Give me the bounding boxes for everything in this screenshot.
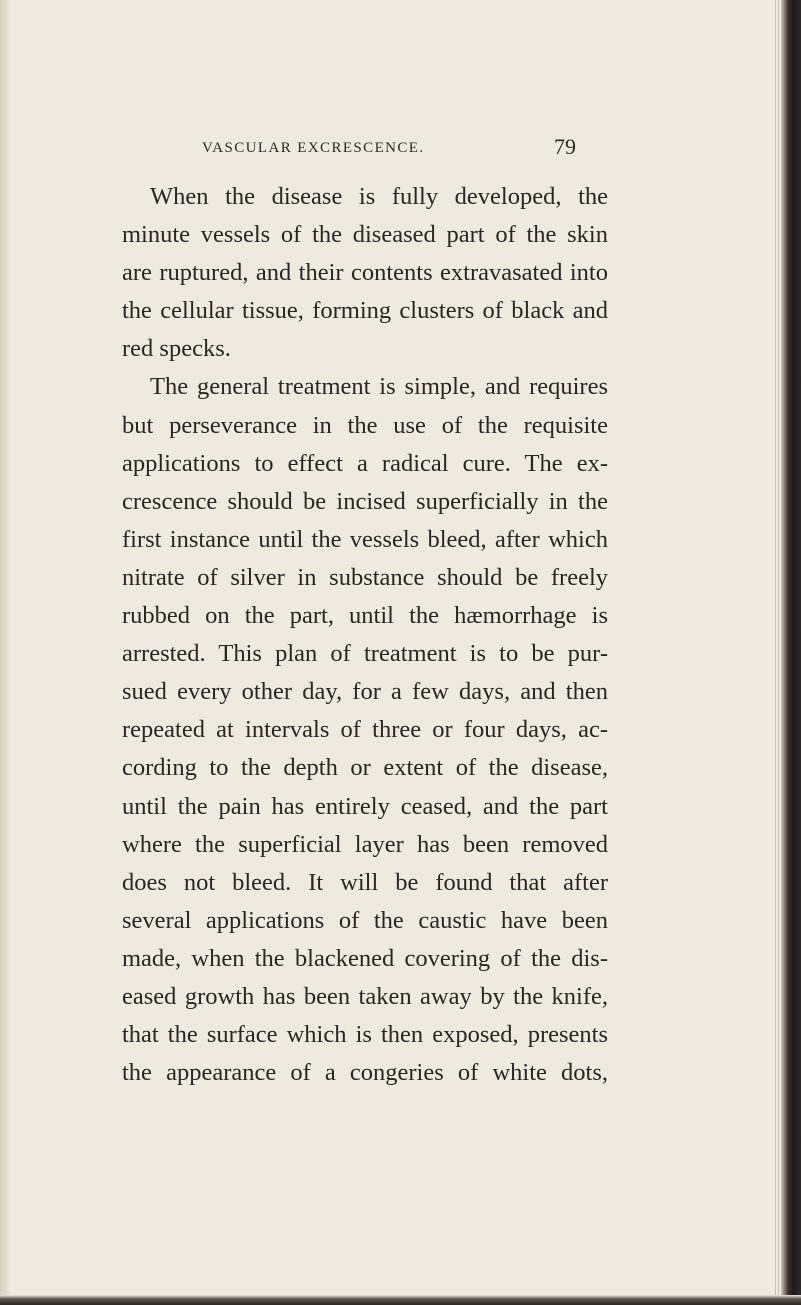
text-line: applications to effect a radical cure. The ex-: [122, 449, 608, 477]
text-line: are ruptured, and their contents extravasated into: [122, 259, 608, 287]
book-edge: [781, 0, 801, 1305]
text-line: crescence should be incised superficially in the: [122, 487, 608, 515]
body-text: [122, 178, 608, 1092]
page-gutter: [0, 0, 10, 1305]
text-line: cording to the depth or extent of the disease,: [122, 754, 608, 782]
text-line: several applications of the caustic have been: [122, 906, 608, 934]
text-line: rubbed on the part, until the hæmorrhage is: [122, 602, 608, 630]
text-line: arrested. This plan of treatment is to be pur-: [122, 640, 608, 668]
text-line: where the superficial layer has been removed: [122, 830, 608, 858]
text-line: the cellular tissue, forming clusters of black and: [122, 297, 608, 325]
text-line: does not bleed. It will be found that after: [122, 868, 608, 896]
text-line: first instance until the vessels bleed, after which: [122, 525, 608, 553]
text-line: eased growth has been taken away by the knife,: [122, 982, 608, 1010]
text-line: but perseverance in the use of the requisite: [122, 411, 608, 439]
text-line: until the pain has entirely ceased, and the part: [122, 792, 608, 820]
text-line: made, when the blackened covering of the dis-: [122, 944, 608, 972]
page-number: 79: [554, 134, 576, 159]
text-line: When the disease is fully developed, the: [150, 183, 608, 210]
running-head: VASCULAR EXCRESCENCE.: [202, 140, 425, 156]
text-line: red specks.: [122, 335, 231, 363]
page-header: [202, 134, 602, 164]
text-line: sued every other day, for a few days, and then: [122, 678, 608, 706]
text-line: nitrate of silver in substance should be freely: [122, 563, 608, 591]
bottom-book-edge: [0, 1295, 801, 1305]
text-line: minute vessels of the diseased part of the skin: [122, 221, 608, 249]
text-line: the appearance of a congeries of white dots,: [122, 1059, 608, 1087]
text-line: The general treatment is simple, and requires: [150, 373, 608, 401]
text-line: that the surface which is then exposed, presents: [122, 1021, 608, 1049]
text-line: repeated at intervals of three or four days, ac-: [122, 716, 608, 744]
